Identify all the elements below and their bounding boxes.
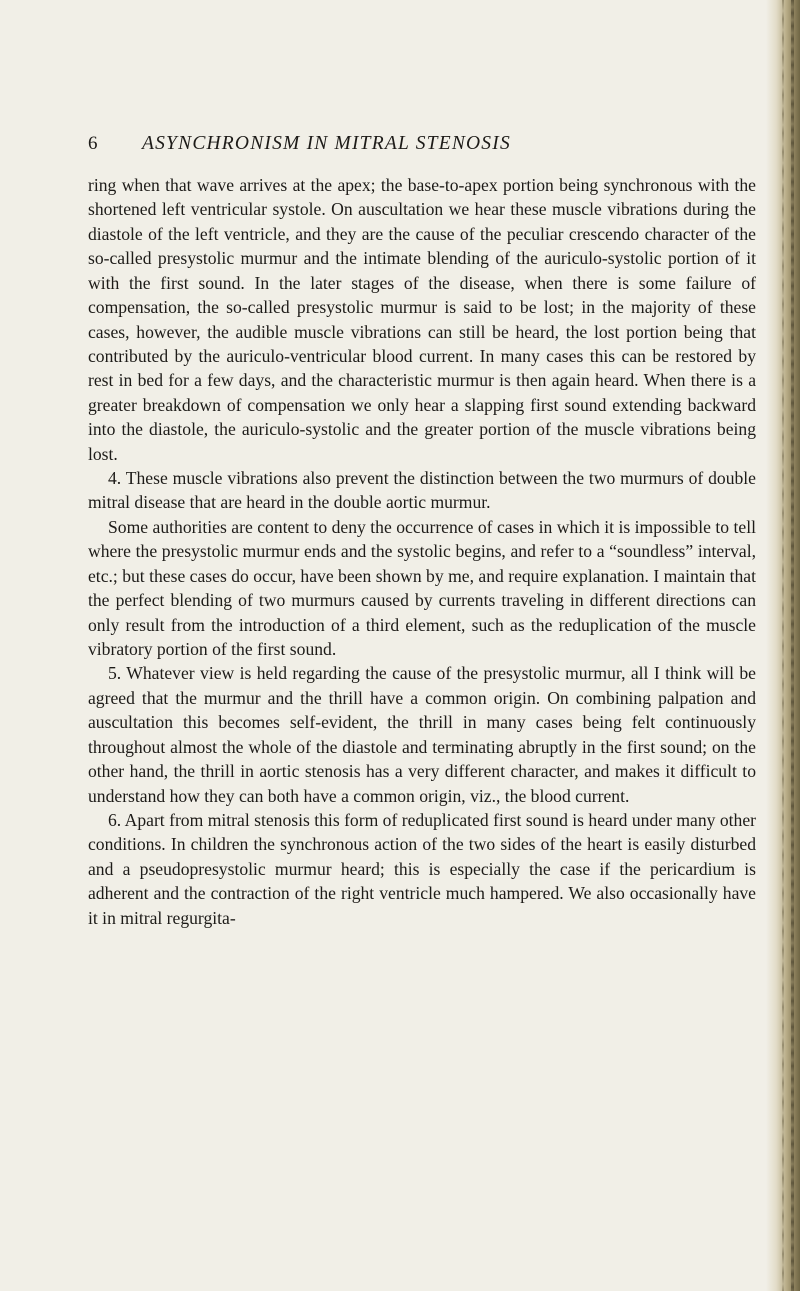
paragraph: ring when that wave arrives at the apex; the base-to-apex portion being synchronous with the shortened left ventricular systole. On auscultation we hear these muscle vibrations during the diastole of the left ventricle, and they are the cause of the peculiar crescendo character of the so-called presystolic murmur and the intimate blending of the auriculo-systolic portion of it with the first sound. In the later stages of the disease, when there is some failure of compensation, the so-called presystolic murmur is said to be lost; in the majority of these cases, however, the audible muscle vibrations can still be heard, the lost portion being that contributed by the auriculo-ventricular blood current. In many cases this can be restored by rest in bed for a few days, and the characteristic murmur is then again heard. When there is a greater breakdown of compensation we only hear a slapping first sound extending backward into the diastole, the auriculo-systolic and the greater portion of the muscle vibrations being lost. [88, 175, 756, 464]
paragraph: Some authorities are content to deny the occurrence of cases in which it is impossible to tell where the presystolic murmur ends and the systolic begins, and refer to a “soundless” interval, etc.; but these cases do occur, have been shown by me, and require explanation. I maintain that the perfect blending of two murmurs caused by currents traveling in different directions can only result from the introduction of a third element, such as the reduplication of the muscle vibratory portion of the first sound. [88, 516, 756, 660]
paragraph: 6. Apart from mitral stenosis this form of reduplicated first sound is heard under many other conditions. In children the synchronous action of the two sides of the heart is easily disturbed and a pseudopresystolic murmur heard; this is especially the case if the pericardium is adherent and the contraction of the right ventricle much hampered. We also occasionally have it in mitral regurgita- [88, 809, 756, 928]
paragraph: 5. Whatever view is held regarding the cause of the presystolic murmur, all I think will be agreed that the murmur and the thrill have a common origin. On combining palpation and auscultation this becomes self-evident, the thrill in many cases being felt continuously throughout almost the whole of the diastole and terminating abruptly in the first sound; on the other hand, the thrill in aortic stenosis has a very different character, and makes it difficult to understand how they can both have a common origin, viz., the blood current. [88, 663, 756, 806]
paragraph: 4. These muscle vibrations also prevent the distinction between the two murmurs of double mitral disease that are heard in the double aortic murmur. [88, 468, 756, 513]
page-number: 6 [88, 133, 98, 154]
running-header [88, 132, 748, 156]
page-edge-shadow [766, 0, 800, 1291]
running-title: ASYNCHRONISM IN MITRAL STENOSIS [142, 133, 511, 154]
body-text [88, 173, 756, 930]
